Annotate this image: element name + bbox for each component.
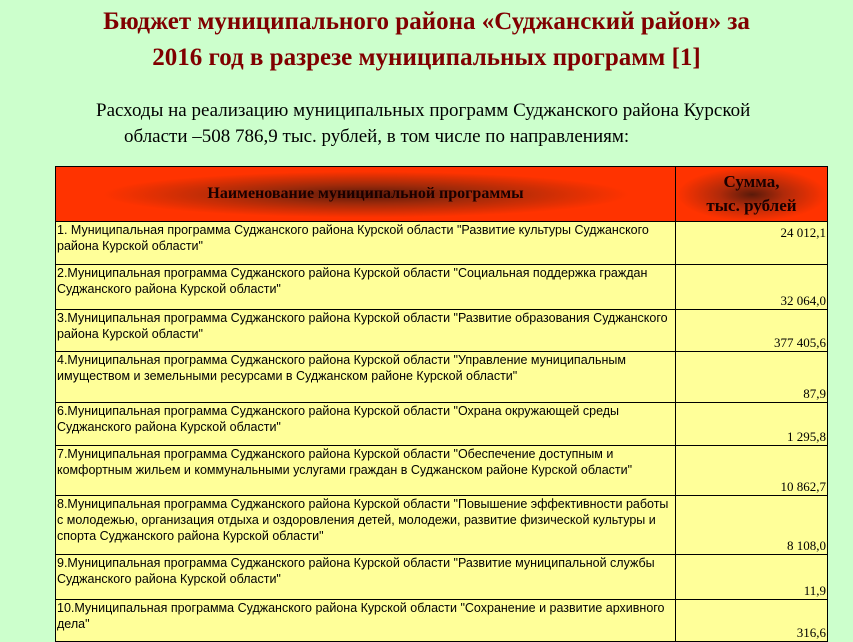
program-value: 32 064,0 bbox=[676, 265, 828, 310]
table-row bbox=[56, 446, 828, 496]
title-line-2: 2016 год в разрезе муниципальных программ [1] bbox=[152, 44, 701, 71]
table-row bbox=[56, 310, 828, 352]
table-row bbox=[56, 352, 828, 403]
table-row bbox=[56, 222, 828, 265]
program-value: 1 295,8 bbox=[676, 403, 828, 446]
program-value: 87,9 bbox=[676, 352, 828, 403]
program-value: 10 862,7 bbox=[676, 446, 828, 496]
header-sum-line-2: тыс. рублей bbox=[706, 196, 797, 215]
program-value: 24 012,1 bbox=[676, 222, 828, 265]
program-name: 6.Муниципальная программа Суджанского района Курской области "Охрана окружающей среды Суджанского района Курской области" bbox=[56, 403, 676, 446]
program-name: 4.Муниципальная программа Суджанского района Курской области "Управление муниципальным имуществом и земельными ресурсами в Суджанском районе Курской области" bbox=[56, 352, 676, 403]
subtitle bbox=[96, 98, 836, 150]
program-value: 377 405,6 bbox=[676, 310, 828, 352]
program-value: 11,9 bbox=[676, 555, 828, 600]
table-header bbox=[56, 167, 828, 222]
program-name: 1. Муниципальная программа Суджанского района Курской области "Развитие культуры Суджанского района Курской области" bbox=[56, 222, 676, 265]
program-name: 2.Муниципальная программа Суджанского района Курской области "Социальная поддержка граждан Суджанского района Курской области" bbox=[56, 265, 676, 310]
program-name: 7.Муниципальная программа Суджанского района Курской области "Обеспечение доступным и комфортным жильем и коммунальными услугами граждан в Суджанском районе Курской области" bbox=[56, 446, 676, 496]
table-row bbox=[56, 403, 828, 446]
title-line-1: Бюджет муниципального района «Суджанский район» за bbox=[103, 8, 750, 35]
page-title bbox=[0, 4, 853, 76]
programs-table bbox=[55, 166, 828, 642]
header-sum bbox=[676, 167, 828, 222]
table-row bbox=[56, 555, 828, 600]
program-value: 8 108,0 bbox=[676, 496, 828, 555]
subtitle-line-1: Расходы на реализацию муниципальных программ Суджанского района Курской bbox=[96, 100, 751, 121]
program-name: 10.Муниципальная программа Суджанского района Курской области "Сохранение и развитие архивного дела" bbox=[56, 600, 676, 642]
header-sum-line-1: Сумма, bbox=[723, 172, 780, 191]
subtitle-line-2: области –508 786,9 тыс. рублей, в том числе по направлениям: bbox=[124, 126, 630, 147]
program-value: 316,6 bbox=[676, 600, 828, 642]
program-name: 8.Муниципальная программа Суджанского района Курской области "Повышение эффективности работы с молодежью, организация отдыха и оздоровления детей, молодежи, развитие физической культуры и спорта Суджанского района Курской области" bbox=[56, 496, 676, 555]
table-row bbox=[56, 600, 828, 642]
table-row bbox=[56, 496, 828, 555]
program-name: 9.Муниципальная программа Суджанского района Курской области "Развитие муниципальной службы Суджанского района Курской области" bbox=[56, 555, 676, 600]
program-name: 3.Муниципальная программа Суджанского района Курской области "Развитие образования Суджанского района Курской области" bbox=[56, 310, 676, 352]
table-row bbox=[56, 265, 828, 310]
header-program-name: Наименование муниципальной программы bbox=[56, 167, 676, 222]
